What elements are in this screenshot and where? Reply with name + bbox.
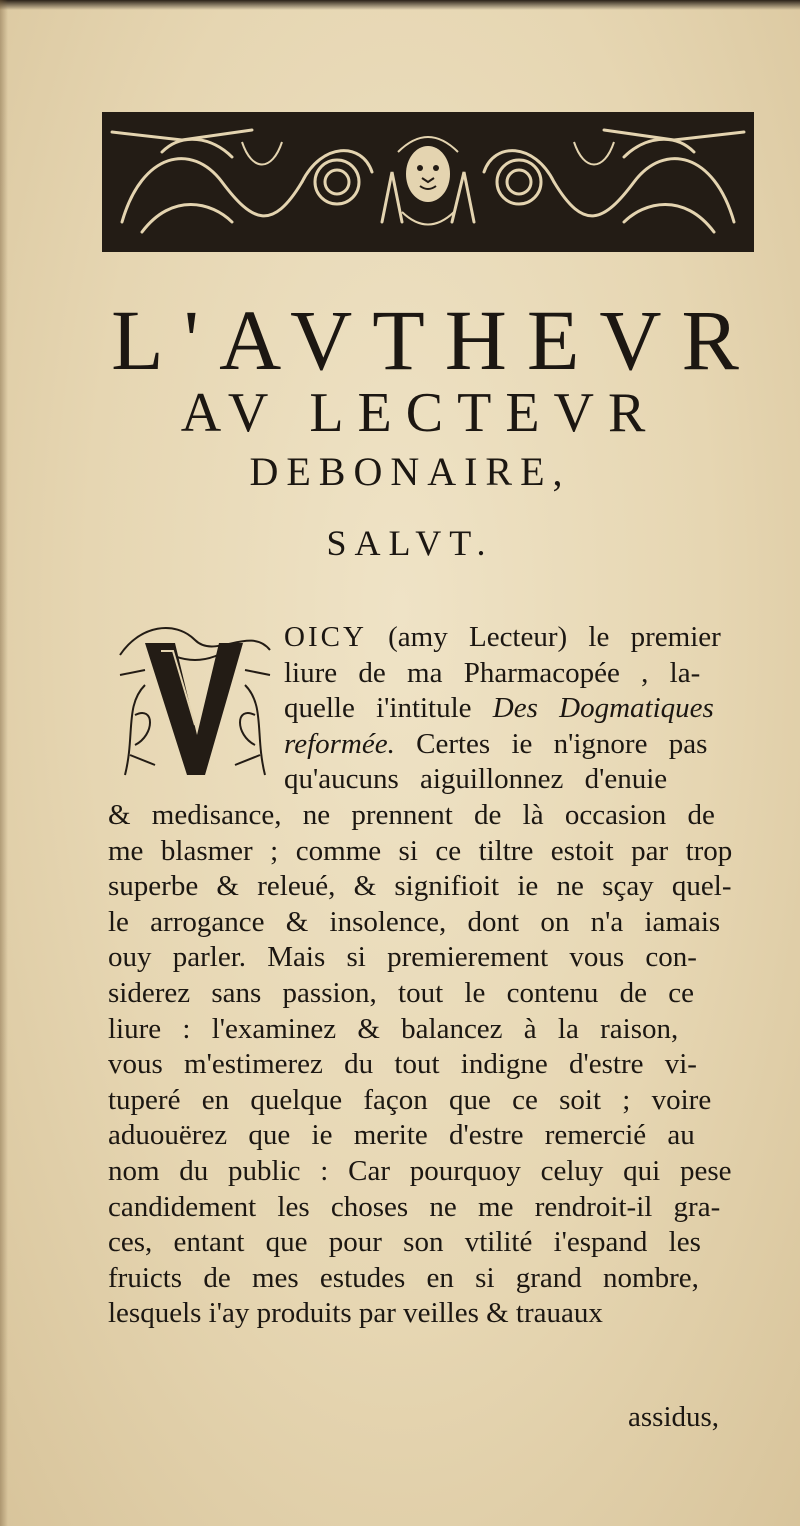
page-left-shadow	[0, 0, 8, 1526]
text-line	[108, 905, 720, 939]
text-line	[284, 727, 707, 761]
text-span: liure de ma Pharmacopée , la-	[284, 656, 701, 689]
text-line	[108, 1012, 678, 1046]
title-line-salvt: SALVT.	[326, 523, 494, 563]
text-line	[108, 976, 694, 1010]
text-line	[108, 869, 732, 903]
text-span: nom du public : Car pourquoy celuy qui pese	[108, 1155, 732, 1187]
text-span: fruicts de mes estudes en si grand nombre,	[108, 1261, 699, 1294]
text-span: me blasmer ; comme si ce tiltre estoit par trop	[108, 834, 733, 867]
text-span: le arrogance & insolence, dont on n'a iamais	[108, 905, 721, 938]
text-span: Certes ie n'ignore pas	[394, 727, 708, 760]
text-line	[108, 1118, 695, 1152]
text-span: (amy Lecteur) le premier	[366, 621, 721, 653]
text-span: tuperé en quelque façon que ce soit ; voire	[108, 1083, 712, 1116]
text-span: vous m'estimerez du tout indigne d'estre vi-	[108, 1048, 697, 1081]
text-line	[108, 1154, 732, 1188]
text-line	[108, 940, 697, 974]
text-span: liure : l'examinez & balancez à la raison,	[108, 1012, 679, 1045]
title-line-author: L'AVTHEVR	[111, 292, 759, 388]
text-span: ces, entant que pour son vtilité i'espand les	[108, 1226, 701, 1259]
text-span: qu'aucuns aiguillonnez d'enuie	[284, 763, 668, 796]
text-line	[108, 1296, 603, 1330]
text-span: lesquels i'ay produits par veilles & trauaux	[108, 1297, 603, 1330]
text-line	[284, 620, 721, 654]
text-span: Des Dogmatiques	[492, 692, 714, 725]
text-line	[108, 798, 715, 832]
text-line	[108, 1261, 699, 1295]
text-line	[108, 1083, 711, 1117]
page-top-edge	[0, 0, 800, 10]
text-span: aduouërez que ie merite d'estre remercié au	[108, 1119, 695, 1152]
text-line	[108, 1190, 720, 1224]
decorated-initial-letter	[115, 615, 275, 790]
text-line	[284, 691, 714, 725]
text-span: candidement les choses ne me rendroit-il gra-	[108, 1190, 721, 1223]
title-line-reader: AV LECTEVR	[180, 382, 660, 444]
text-line	[284, 656, 700, 690]
text-line	[108, 834, 732, 868]
headpiece-ornament	[102, 112, 754, 252]
text-span: superbe & releué, & signifioit ie ne sçay quel-	[108, 870, 732, 903]
text-span: & medisance, ne prennent de là occasion de	[108, 799, 715, 831]
text-span: siderez sans passion, tout le contenu de ce	[108, 977, 695, 1009]
text-span: reformée.	[284, 727, 395, 760]
text-span: ouy parler. Mais si premierement vous con-	[108, 941, 697, 974]
title-line-debonaire: DEBONAIRE,	[249, 449, 571, 494]
text-line	[108, 1225, 701, 1259]
text-span: quelle i'intitule	[284, 692, 493, 725]
text-line	[284, 762, 667, 796]
text-span: OICY	[284, 621, 367, 653]
catchword: assidus,	[628, 1401, 720, 1433]
text-line	[108, 1047, 697, 1081]
